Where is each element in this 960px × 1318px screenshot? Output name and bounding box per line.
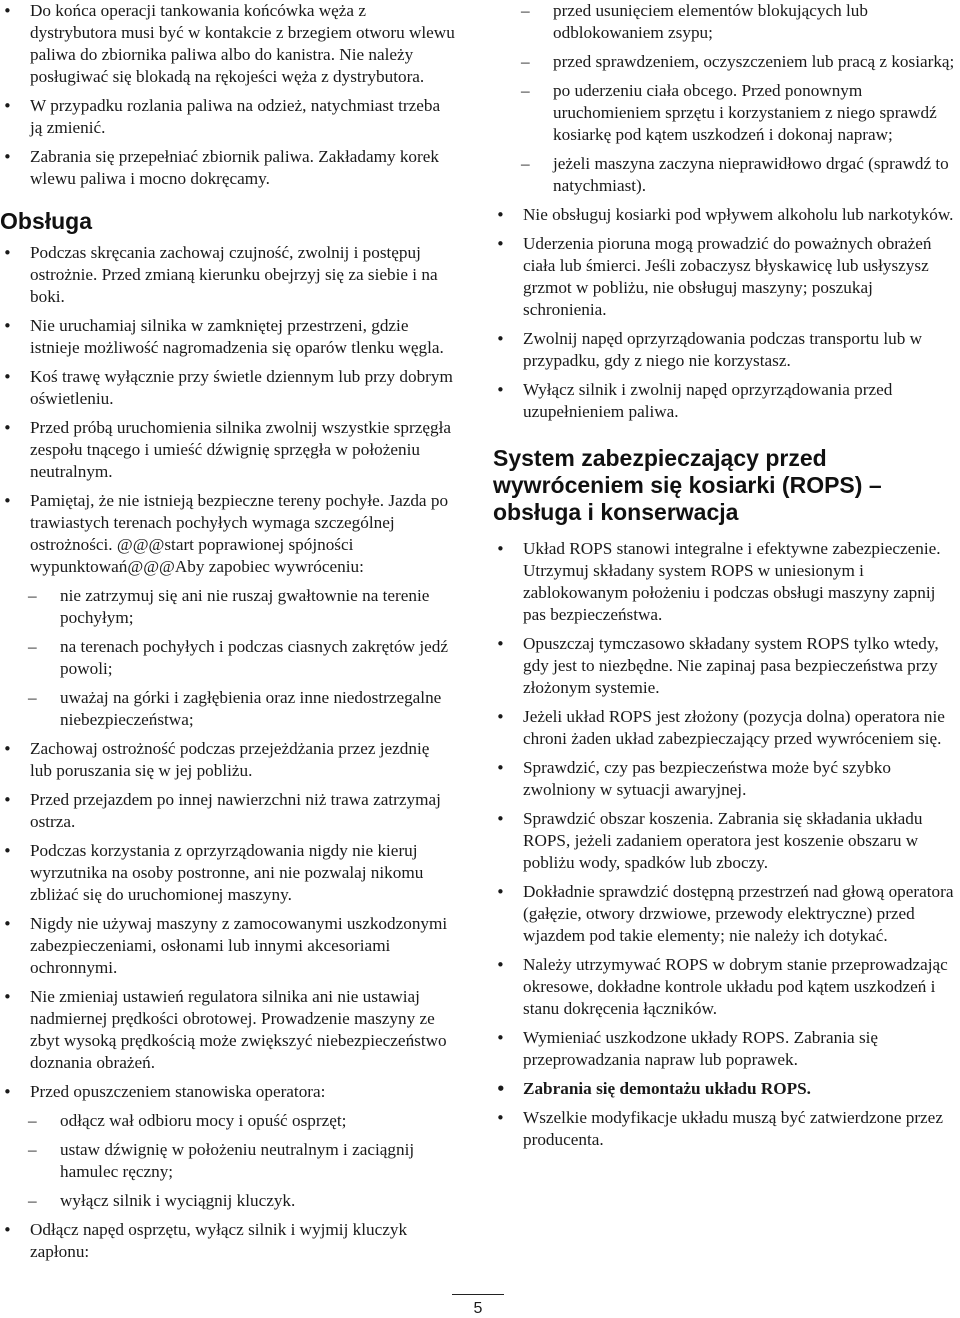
left-top-list (0, 0, 455, 190)
bullet-list-item: • Wymieniać uszkodzone układy ROPS. Zabrania się przeprowadzania napraw lub poprawek. (493, 1027, 958, 1071)
bullet-list-item: • Przed przejazdem po innej nawierzchni niż trawa zatrzymaj ostrza. (0, 789, 455, 833)
dash-list-item: – uważaj na górki i zagłębienia oraz inne niedostrzegalne niebezpieczeństwa; (0, 687, 455, 731)
bullet-list-item: • Sprawdzić, czy pas bezpieczeństwa może być szybko zwolniony w sytuacji awaryjnej. (493, 757, 958, 801)
bullet-list-item: • Zachowaj ostrożność podczas przejeżdżania przez jezdnię lub poruszania się w jej pobliżu. (0, 738, 455, 782)
bullet-list-item: • Do końca operacji tankowania końcówka węża z dystrybutora musi być w kontakcie z brzegiem otworu wlewu paliwa do zbiornika paliwa albo do kanistra. Nie należy posługiwać się blokadą na rękojeści węża z dystrybutora. (0, 0, 455, 88)
dash-list-item: – wyłącz silnik i wyciągnij kluczyk. (0, 1190, 455, 1212)
bullet-list-item: • Opuszczaj tymczasowo składany system ROPS tylko wtedy, gdy jest to niezbędne. Nie zapinaj pasa bezpieczeństwa przy złożonym systemie. (493, 633, 958, 699)
bullet-list-item: • Pamiętaj, że nie istnieją bezpieczne tereny pochyłe. Jazda po trawiastych terenach pochyłych wymaga szczególnej ostrożności. @@@start poprawionej spójności wypunktowań@@@Aby zapobiec wywróceniu: (0, 490, 455, 578)
dash-list-item: – jeżeli maszyna zaczyna nieprawidłowo drgać (sprawdź to natychmiast). (493, 153, 958, 197)
right-top-list (493, 0, 958, 423)
bullet-list-item: • Podczas korzystania z oprzyrządowania nigdy nie kieruj wyrzutnika na osoby postronne, ani nie pozwalaj nikomu zbliżać się do uruchomionej maszyny. (0, 840, 455, 906)
right-main-list (493, 538, 958, 1151)
dash-list-item: – ustaw dźwignię w położeniu neutralnym i zaciągnij hamulec ręczny; (0, 1139, 455, 1183)
dash-list-item: – po uderzeniu ciała obcego. Przed ponownym uruchomieniem sprzętu i korzystaniem z niego sprawdź kosiarkę pod kątem uszkodzeń i dokonaj napraw; (493, 80, 958, 146)
dash-list-item: – na terenach pochyłych i podczas ciasnych zakrętów jedź powoli; (0, 636, 455, 680)
bullet-list-item: • Nigdy nie używaj maszyny z zamocowanymi uszkodzonymi zabezpieczeniami, osłonami lub innymi akcesoriami ochronnymi. (0, 913, 455, 979)
bullet-list-item: • Koś trawę wyłącznie przy świetle dziennym lub przy dobrym oświetleniu. (0, 366, 455, 410)
bullet-list-item: • Jeżeli układ ROPS jest złożony (pozycja dolna) operatora nie chroni żaden układ zabezpieczający przed wywróceniem się. (493, 706, 958, 750)
bullet-list-item: • Układ ROPS stanowi integralne i efektywne zabezpieczenie. Utrzymuj składany system ROPS w uniesionym i zablokowanym położeniu i podczas obsługi maszyny zapnij pas bezpieczeństwa. (493, 538, 958, 626)
bullet-list-item: • Nie uruchamiaj silnika w zamkniętej przestrzeni, gdzie istnieje możliwość nagromadzenia się oparów tlenku węgla. (0, 315, 455, 359)
bullet-list-item: • Wszelkie modyfikacje układu muszą być zatwierdzone przez producenta. (493, 1107, 958, 1151)
bullet-list-item: • Wyłącz silnik i zwolnij napęd oprzyrządowania przed uzupełnieniem paliwa. (493, 379, 958, 423)
bullet-list-item: • W przypadku rozlania paliwa na odzież, natychmiast trzeba ją zmienić. (0, 95, 455, 139)
bullet-list-item: • Dokładnie sprawdzić dostępną przestrzeń nad głową operatora (gałęzie, otwory drzwiowe, przewody elektryczne) przed wjazdem pod takie elementy; nie należy ich dotykać. (493, 881, 958, 947)
dash-list-item: – nie zatrzymuj się ani nie ruszaj gwałtownie na terenie pochyłym; (0, 585, 455, 629)
dash-list-item: – odłącz wał odbioru mocy i opuść osprzęt; (0, 1110, 455, 1132)
dash-list-item: – przed sprawdzeniem, oczyszczeniem lub pracą z kosiarką; (493, 51, 958, 73)
bullet-list-item: • Zwolnij napęd oprzyrządowania podczas transportu lub w przypadku, gdy z niego nie korzystasz. (493, 328, 958, 372)
section-heading-rops: System zabezpieczający przed wywróceniem się kosiarki (ROPS) – obsługa i konserwacja (493, 445, 882, 525)
bullet-list-item: • Odłącz napęd osprzętu, wyłącz silnik i wyjmij kluczyk zapłonu: (0, 1219, 455, 1263)
left-column (0, 0, 455, 1270)
left-main-list (0, 242, 455, 1263)
bullet-list-item: • Sprawdzić obszar koszenia. Zabrania się składania układu ROPS, jeżeli zadaniem operatora jest koszenie obszaru w pobliżu wody, spadków lub zboczy. (493, 808, 958, 874)
bullet-list-item: • Przed próbą uruchomienia silnika zwolnij wszystkie sprzęgła zespołu tnącego i umieść dźwignię sprzęgła w położeniu neutralnym. (0, 417, 455, 483)
bullet-list-item: • Nie zmieniaj ustawień regulatora silnika ani nie ustawiaj nadmiernej prędkości obrotowej. Prowadzenie maszyny ze zbyt wysoką prędkością może zwiększyć niebezpieczeństwo doznania obrażeń. (0, 986, 455, 1074)
dash-list-item: – przed usunięciem elementów blokujących lub odblokowaniem zsypu; (493, 0, 958, 44)
section-heading-obsluga: Obsługa (0, 208, 93, 234)
bullet-list-item: • Podczas skręcania zachowaj czujność, zwolnij i postępuj ostrożnie. Przed zmianą kierunku obejrzyj się za siebie i na boki. (0, 242, 455, 308)
page-number: 5 (473, 1300, 483, 1317)
right-column (493, 0, 958, 1158)
bullet-list-item: • Przed opuszczeniem stanowiska operatora: (0, 1081, 455, 1103)
bullet-list-item: • Zabrania się demontażu układu ROPS. (493, 1078, 958, 1100)
page-number-rule (452, 1294, 504, 1295)
bullet-list-item: • Uderzenia pioruna mogą prowadzić do poważnych obrażeń ciała lub śmierci. Jeśli zobaczysz błyskawicę lub usłyszysz grzmot w pobliżu, nie obsługuj maszyny; poszukaj schronienia. (493, 233, 958, 321)
bullet-list-item: • Należy utrzymywać ROPS w dobrym stanie przeprowadzając okresowe, dokładne kontrole układu pod kątem uszkodzeń i stanu dokręcenia łączników. (493, 954, 958, 1020)
bullet-list-item: • Zabrania się przepełniać zbiornik paliwa. Zakładamy korek wlewu paliwa i mocno dokręcamy. (0, 146, 455, 190)
bullet-list-item: • Nie obsługuj kosiarki pod wpływem alkoholu lub narkotyków. (493, 204, 958, 226)
